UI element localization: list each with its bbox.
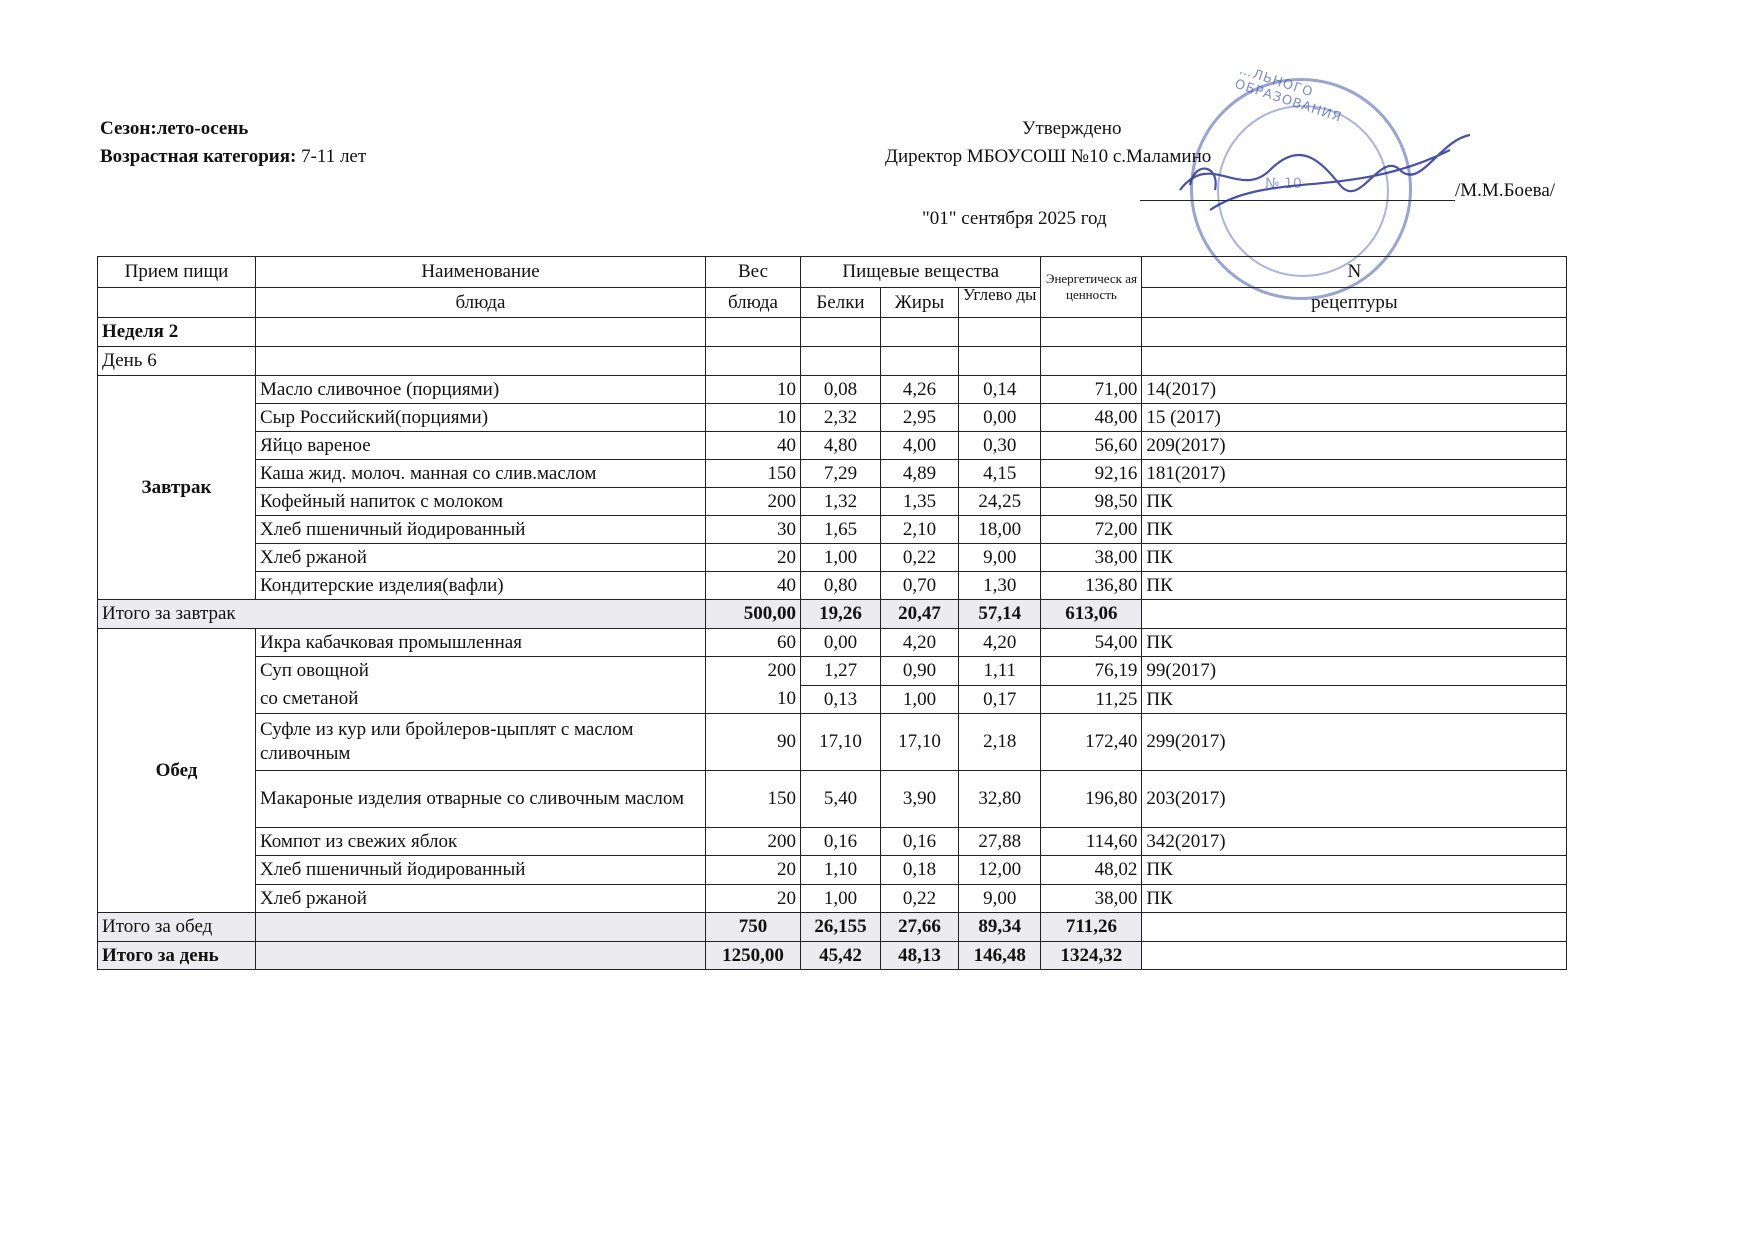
dish-protein: 17,10 bbox=[801, 714, 881, 771]
dish-name: Каша жид. молоч. манная со слив.маслом bbox=[256, 460, 706, 488]
dish-recipe: 299(2017) bbox=[1142, 714, 1567, 771]
day-label: День 6 bbox=[98, 347, 256, 376]
table-row bbox=[98, 432, 1567, 460]
dish-name: Кондитерские изделия(вафли) bbox=[256, 572, 706, 600]
table-row bbox=[98, 629, 1567, 657]
dish-carbs: 0,17 bbox=[959, 686, 1041, 714]
dish-energy: 48,02 bbox=[1041, 856, 1142, 885]
dish-energy: 92,16 bbox=[1041, 460, 1142, 488]
day-total-label: Итого за день bbox=[98, 942, 256, 970]
dish-name: со сметаной bbox=[256, 686, 706, 714]
dish-name: Хлеб ржаной bbox=[256, 885, 706, 913]
dish-protein: 0,16 bbox=[801, 828, 881, 856]
approval-date: "01" сентября 2025 год bbox=[922, 208, 1107, 229]
dish-energy: 76,19 bbox=[1041, 657, 1142, 686]
day-total-carbs: 146,48 bbox=[959, 942, 1041, 970]
dish-carbs: 0,30 bbox=[959, 432, 1041, 460]
table-row bbox=[98, 885, 1567, 913]
day-row bbox=[98, 347, 1567, 376]
table-row bbox=[98, 404, 1567, 432]
dish-weight: 200 bbox=[706, 488, 801, 516]
day-total-weight: 1250,00 bbox=[706, 942, 801, 970]
col-carbs-header: Углево ды bbox=[959, 288, 1041, 318]
dish-recipe: 209(2017) bbox=[1142, 432, 1567, 460]
dish-fat: 1,00 bbox=[881, 686, 959, 714]
dish-energy: 114,60 bbox=[1041, 828, 1142, 856]
col-recipe-subheader: рецептуры bbox=[1142, 288, 1567, 318]
dish-protein: 2,32 bbox=[801, 404, 881, 432]
dish-fat: 0,22 bbox=[881, 885, 959, 913]
dish-recipe: ПК bbox=[1142, 544, 1567, 572]
signatory-name: /М.М.Боева/ bbox=[1455, 180, 1556, 201]
dish-weight: 150 bbox=[706, 460, 801, 488]
col-fat-header: Жиры bbox=[881, 288, 959, 318]
header-row-2 bbox=[98, 288, 1567, 318]
day-total-fat: 48,13 bbox=[881, 942, 959, 970]
dish-weight: 20 bbox=[706, 544, 801, 572]
table-row bbox=[98, 572, 1567, 600]
age-line bbox=[100, 146, 366, 168]
lunch-total-weight: 750 bbox=[706, 913, 801, 942]
meal-lunch-label: Обед bbox=[98, 629, 256, 913]
signature-icon bbox=[1150, 130, 1480, 220]
dish-recipe: ПК bbox=[1142, 856, 1567, 885]
lunch-total-energy: 711,26 bbox=[1041, 913, 1142, 942]
day-total-row bbox=[98, 942, 1567, 970]
stamp-center-text: № 10 bbox=[1265, 176, 1302, 192]
dish-energy: 136,80 bbox=[1041, 572, 1142, 600]
dish-protein: 1,27 bbox=[801, 657, 881, 686]
table-row bbox=[98, 516, 1567, 544]
dish-energy: 38,00 bbox=[1041, 885, 1142, 913]
stamp-text: …ЛЬНОГО ОБРАЗОВАНИЯ bbox=[1232, 62, 1344, 126]
lunch-total-row bbox=[98, 913, 1567, 942]
lunch-total-label: Итого за обед bbox=[98, 913, 256, 942]
dish-weight: 10 bbox=[706, 686, 801, 714]
dish-weight: 200 bbox=[706, 828, 801, 856]
dish-recipe: ПК bbox=[1142, 686, 1567, 714]
dish-carbs: 9,00 bbox=[959, 544, 1041, 572]
lunch-total-carbs: 89,34 bbox=[959, 913, 1041, 942]
dish-weight: 90 bbox=[706, 714, 801, 771]
dish-energy: 172,40 bbox=[1041, 714, 1142, 771]
dish-protein: 1,00 bbox=[801, 544, 881, 572]
dish-carbs: 18,00 bbox=[959, 516, 1041, 544]
breakfast-total-carbs: 57,14 bbox=[959, 600, 1041, 629]
dish-weight: 40 bbox=[706, 572, 801, 600]
table-row bbox=[98, 657, 1567, 686]
table-row bbox=[98, 488, 1567, 516]
dish-carbs: 2,18 bbox=[959, 714, 1041, 771]
dish-recipe: 342(2017) bbox=[1142, 828, 1567, 856]
dish-name: Суп овощной bbox=[256, 657, 706, 686]
table-row bbox=[98, 376, 1567, 404]
week-label: Неделя 2 bbox=[98, 318, 256, 347]
dish-weight: 60 bbox=[706, 629, 801, 657]
dish-protein: 0,00 bbox=[801, 629, 881, 657]
season-line bbox=[100, 118, 248, 140]
dish-energy: 11,25 bbox=[1041, 686, 1142, 714]
dish-carbs: 9,00 bbox=[959, 885, 1041, 913]
dish-fat: 4,89 bbox=[881, 460, 959, 488]
dish-recipe: ПК bbox=[1142, 885, 1567, 913]
lunch-total-protein: 26,155 bbox=[801, 913, 881, 942]
day-total-protein: 45,42 bbox=[801, 942, 881, 970]
dish-name: Суфле из кур или бройлеров-цыплят с маслом сливочным bbox=[256, 714, 706, 771]
dish-fat: 2,95 bbox=[881, 404, 959, 432]
dish-fat: 0,70 bbox=[881, 572, 959, 600]
col-energy-header: Энергетическ ая ценность bbox=[1041, 257, 1142, 318]
age-value: 7-11 лет bbox=[296, 146, 367, 167]
dish-fat: 4,00 bbox=[881, 432, 959, 460]
dish-energy: 48,00 bbox=[1041, 404, 1142, 432]
col-weight-subheader: блюда bbox=[706, 288, 801, 318]
meal-breakfast-label: Завтрак bbox=[98, 376, 256, 600]
col-recipe-header: N bbox=[1142, 257, 1567, 288]
breakfast-total-energy: 613,06 bbox=[1041, 600, 1142, 629]
col-meal-header: Прием пищи bbox=[98, 257, 256, 288]
dish-carbs: 0,14 bbox=[959, 376, 1041, 404]
dish-protein: 1,10 bbox=[801, 856, 881, 885]
dish-name: Кофейный напиток с молоком bbox=[256, 488, 706, 516]
col-weight-header: Вес bbox=[706, 257, 801, 288]
breakfast-total-fat: 20,47 bbox=[881, 600, 959, 629]
table-row bbox=[98, 714, 1567, 771]
dish-carbs: 1,11 bbox=[959, 657, 1041, 686]
dish-recipe: ПК bbox=[1142, 516, 1567, 544]
dish-recipe: 15 (2017) bbox=[1142, 404, 1567, 432]
season-value: лето-осень bbox=[156, 118, 249, 139]
header-row-1 bbox=[98, 257, 1567, 288]
dish-fat: 2,10 bbox=[881, 516, 959, 544]
season-label: Сезон: bbox=[100, 118, 157, 139]
dish-recipe: 203(2017) bbox=[1142, 771, 1567, 828]
dish-protein: 7,29 bbox=[801, 460, 881, 488]
breakfast-total-weight: 500,00 bbox=[706, 600, 801, 629]
dish-weight: 10 bbox=[706, 376, 801, 404]
empty-cell bbox=[98, 288, 256, 318]
dish-energy: 196,80 bbox=[1041, 771, 1142, 828]
dish-name: Хлеб пшеничный йодированный bbox=[256, 516, 706, 544]
dish-carbs: 4,15 bbox=[959, 460, 1041, 488]
dish-energy: 72,00 bbox=[1041, 516, 1142, 544]
dish-fat: 0,18 bbox=[881, 856, 959, 885]
dish-energy: 38,00 bbox=[1041, 544, 1142, 572]
lunch-total-fat: 27,66 bbox=[881, 913, 959, 942]
dish-carbs: 0,00 bbox=[959, 404, 1041, 432]
director-position: Директор МБОУСОШ №10 с.Маламино bbox=[885, 146, 1212, 167]
dish-protein: 5,40 bbox=[801, 771, 881, 828]
dish-recipe: ПК bbox=[1142, 488, 1567, 516]
dish-name: Компот из свежих яблок bbox=[256, 828, 706, 856]
dish-carbs: 32,80 bbox=[959, 771, 1041, 828]
dish-fat: 1,35 bbox=[881, 488, 959, 516]
dish-protein: 4,80 bbox=[801, 432, 881, 460]
dish-carbs: 24,25 bbox=[959, 488, 1041, 516]
breakfast-total-label: Итого за завтрак bbox=[98, 600, 706, 629]
dish-fat: 0,90 bbox=[881, 657, 959, 686]
dish-energy: 71,00 bbox=[1041, 376, 1142, 404]
dish-energy: 56,60 bbox=[1041, 432, 1142, 460]
dish-weight: 150 bbox=[706, 771, 801, 828]
breakfast-total-protein: 19,26 bbox=[801, 600, 881, 629]
week-row bbox=[98, 318, 1567, 347]
dish-carbs: 12,00 bbox=[959, 856, 1041, 885]
dish-weight: 10 bbox=[706, 404, 801, 432]
table-row bbox=[98, 828, 1567, 856]
dish-recipe: 14(2017) bbox=[1142, 376, 1567, 404]
dish-protein: 0,08 bbox=[801, 376, 881, 404]
table-row bbox=[98, 771, 1567, 828]
approved-label: Утверждено bbox=[1022, 118, 1122, 139]
day-total-energy: 1324,32 bbox=[1041, 942, 1142, 970]
dish-name: Икра кабачковая промышленная bbox=[256, 629, 706, 657]
dish-energy: 54,00 bbox=[1041, 629, 1142, 657]
col-name-header: Наименование bbox=[256, 257, 706, 288]
dish-protein: 0,13 bbox=[801, 686, 881, 714]
dish-protein: 0,80 bbox=[801, 572, 881, 600]
dish-weight: 30 bbox=[706, 516, 801, 544]
dish-recipe: ПК bbox=[1142, 629, 1567, 657]
dish-fat: 0,16 bbox=[881, 828, 959, 856]
dish-fat: 3,90 bbox=[881, 771, 959, 828]
col-protein-header: Белки bbox=[801, 288, 881, 318]
dish-weight: 20 bbox=[706, 856, 801, 885]
dish-fat: 17,10 bbox=[881, 714, 959, 771]
dish-protein: 1,00 bbox=[801, 885, 881, 913]
dish-name: Макароные изделия отварные со сливочным маслом bbox=[256, 771, 706, 828]
dish-weight: 40 bbox=[706, 432, 801, 460]
dish-fat: 4,26 bbox=[881, 376, 959, 404]
dish-name: Хлеб пшеничный йодированный bbox=[256, 856, 706, 885]
dish-recipe: 99(2017) bbox=[1142, 657, 1567, 686]
dish-name: Яйцо вареное bbox=[256, 432, 706, 460]
dish-fat: 0,22 bbox=[881, 544, 959, 572]
dish-carbs: 27,88 bbox=[959, 828, 1041, 856]
dish-weight: 200 bbox=[706, 657, 801, 686]
dish-protein: 1,32 bbox=[801, 488, 881, 516]
dish-protein: 1,65 bbox=[801, 516, 881, 544]
dish-weight: 20 bbox=[706, 885, 801, 913]
table-row bbox=[98, 544, 1567, 572]
dish-recipe: 181(2017) bbox=[1142, 460, 1567, 488]
dish-name: Масло сливочное (порциями) bbox=[256, 376, 706, 404]
col-nutrients-header: Пищевые вещества bbox=[801, 257, 1041, 288]
dish-carbs: 1,30 bbox=[959, 572, 1041, 600]
dish-name: Хлеб ржаной bbox=[256, 544, 706, 572]
table-row bbox=[98, 686, 1567, 714]
table-row bbox=[98, 856, 1567, 885]
dish-energy: 98,50 bbox=[1041, 488, 1142, 516]
breakfast-total-row bbox=[98, 600, 1567, 629]
table-row bbox=[98, 460, 1567, 488]
col-name-subheader: блюда bbox=[256, 288, 706, 318]
dish-carbs: 4,20 bbox=[959, 629, 1041, 657]
age-label: Возрастная категория: bbox=[100, 146, 297, 167]
dish-fat: 4,20 bbox=[881, 629, 959, 657]
dish-recipe: ПК bbox=[1142, 572, 1567, 600]
menu-table bbox=[97, 256, 1567, 970]
dish-name: Сыр Российский(порциями) bbox=[256, 404, 706, 432]
